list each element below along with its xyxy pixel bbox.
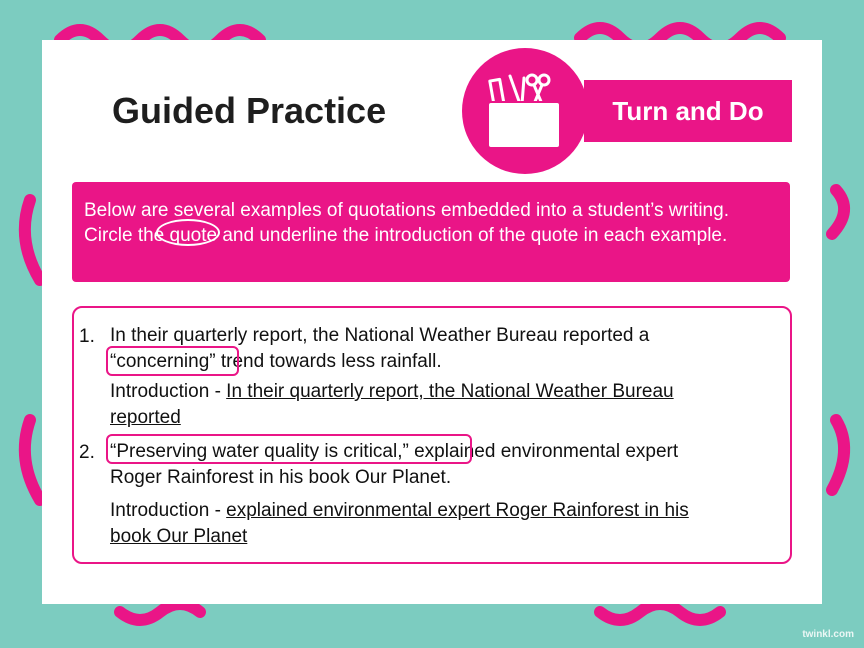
example-1-intro-label: Introduction - bbox=[110, 381, 227, 402]
example-1-intro-b: reported bbox=[110, 407, 181, 428]
stationery-pot-icon bbox=[462, 48, 588, 174]
badge-circle bbox=[462, 48, 588, 174]
twinkl-credit: twinkl.com bbox=[802, 629, 854, 640]
example-2-introduction bbox=[110, 498, 689, 524]
instructions-text-2: the quote and underline the introduction of the quote in each example. bbox=[132, 225, 728, 246]
example-1-quote-box bbox=[106, 346, 239, 376]
instructions-box bbox=[72, 182, 790, 282]
example-2-intro-b: book Our Planet bbox=[110, 526, 248, 547]
instructions-circle-word: Circle bbox=[84, 225, 133, 246]
example-2-line1-rest: explained environmental expert bbox=[408, 441, 679, 462]
turn-and-do-banner: Turn and Do bbox=[584, 80, 792, 142]
example-2-quote-box bbox=[106, 434, 472, 464]
example-2-intro-label: Introduction - bbox=[110, 500, 227, 521]
example-2-number: 2. bbox=[79, 442, 95, 463]
example-2-quote: “Preserving water quality is critical,” bbox=[110, 441, 409, 462]
circle-annotation bbox=[156, 219, 220, 246]
examples-box bbox=[72, 306, 792, 564]
example-2-intro-a: explained environmental expert Roger Rainforest in his bbox=[226, 500, 689, 521]
example-1-intro-a: In their quarterly report, the National Weather Bureau bbox=[226, 381, 674, 402]
example-2-line2: Roger Rainforest in his book Our Planet. bbox=[110, 467, 452, 488]
slide-card bbox=[42, 40, 822, 604]
example-1-introduction bbox=[110, 379, 674, 405]
instructions-text-1: Below are several examples of quotations embedded into a student’s writing. bbox=[84, 200, 729, 221]
example-1-number: 1. bbox=[79, 326, 95, 347]
page-title: Guided Practice bbox=[112, 90, 387, 131]
example-1-line2-rest: trend towards less rainfall. bbox=[215, 351, 442, 372]
example-1-line1: In their quarterly report, the National Weather Bureau reported a bbox=[110, 325, 650, 346]
example-1-quote: “concerning” bbox=[110, 351, 216, 372]
